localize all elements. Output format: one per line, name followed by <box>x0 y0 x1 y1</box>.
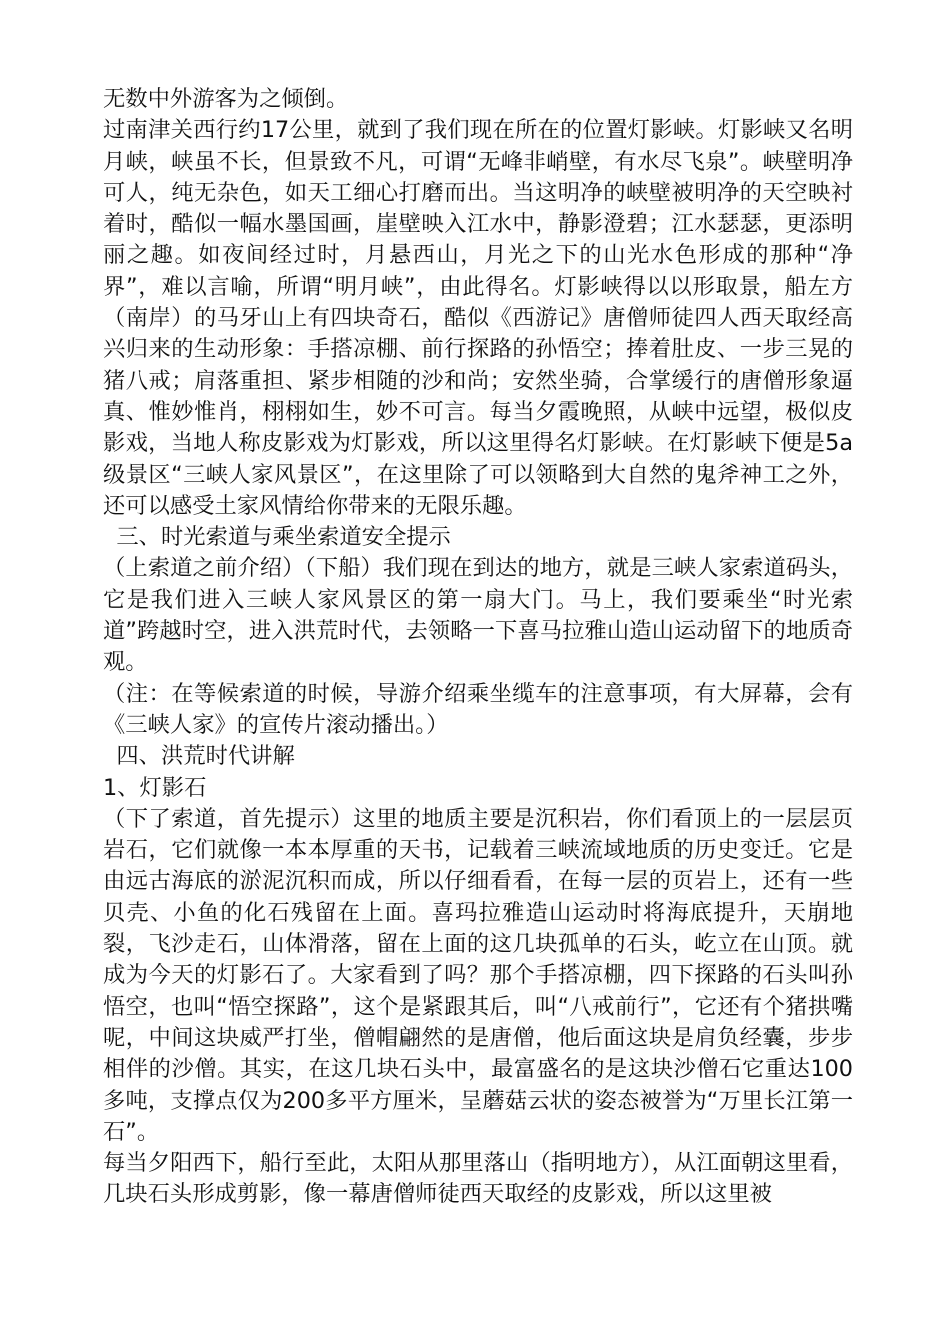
document-page <box>103 84 853 1211</box>
paragraph-sunset: 每当夕阳西下，船行至此，太阳从那里落山（指明地方），从江面朝这里看，几块石头形成剪影，像一幕唐僧师徒西天取经的皮影戏，所以这里被 <box>103 1150 853 1208</box>
paragraph-dengying-gorge: 过南津关西行约17公里，就到了我们现在所在的位置灯影峡。灯影峡又名明月峡，峡虽不长，但景致不凡，可谓“无峰非峭壁，有水尽飞泉”。峡壁明净可人，纯无杂色，如天工细心打磨而出。当这明净的峡壁被明净的天空映衬着时，酷似一幅水墨国画，崖壁映入江水中，静影澄碧；江水瑟瑟，更添明丽之趣。如夜间经过时，月悬西山，月光之下的山光水色形成的那种“净界”，难以言喻，所谓“明月峡”，由此得名。灯影峡得以以形取景，船左方（南岸）的马牙山上有四块奇石，酷似《西游记》唐僧师徒四人西天取经高兴归来的生动形象：手搭凉棚、前行探路的孙悟空；捧着肚皮、一步三晃的猪八戒；肩落重担、紧步相随的沙和尚；安然坐骑，合掌缓行的唐僧形象逼真、惟妙惟肖，栩栩如生，妙不可言。每当夕霞晚照，从峡中远望，极似皮影戏，当地人称皮影戏为灯影戏，所以这里得名灯影峡。在灯影峡下便是5a级景区“三峡人家风景区”，在这里除了可以领略到大自然的鬼斧神工之外，还可以感受土家风情给你带来的无限乐趣。 <box>103 117 853 519</box>
paragraph-intro-tail: 无数中外游客为之倾倒。 <box>103 86 349 112</box>
subheading-dengying-stone: 1、灯影石 <box>103 774 207 801</box>
paragraph-dengying-stone: （下了索道，首先提示）这里的地质主要是沉积岩，你们看顶上的一层层页岩石，它们就像一本本厚重的天书，记载着三峡流域地质的历史变迁。它是由远古海底的淤泥沉积而成，所以仔细看看，在每一层的页岩上，还有一些贝壳、小鱼的化石残留在上面。喜玛拉雅造山运动时将海底提升，天崩地裂，飞沙走石，山体滑落，留在上面的这几块孤单的石头，屹立在山顶。就成为今天的灯影石了。大家看到了吗？那个手搭凉棚，四下探路的石头叫孙悟空，也叫“悟空探路”，这个是紧跟其后，叫“八戒前行”，它还有个猪拱嘴呢，中间这块威严打坐，僧帽翩然的是唐僧，他后面这块是肩负经囊，步步相伴的沙僧。其实，在这几块石头中，最富盛名的是这块沙僧石它重达100多吨，支撑点仅为200多平方厘米，呈蘑菇云状的姿态被誉为“万里长江第一石”。 <box>103 805 853 1145</box>
section-heading-primeval-era: 四、洪荒时代讲解 <box>116 743 295 770</box>
section-heading-cableway: 三、时光索道与乘坐索道安全提示 <box>116 524 451 551</box>
paragraph-cableway-note: （注：在等候索道的时候，导游介绍乘坐缆车的注意事项，有大屏幕，会有《三峡人家》的宣传片滚动播出。） <box>103 680 853 738</box>
paragraph-cableway-intro: （上索道之前介绍）（下船）我们现在到达的地方，就是三峡人家索道码头，它是我们进入三峡人家风景区的第一扇大门。马上，我们要乘坐“时光索道”跨越时空，进入洪荒时代，去领略一下喜马拉雅山造山运动留下的地质奇观。 <box>103 555 853 676</box>
